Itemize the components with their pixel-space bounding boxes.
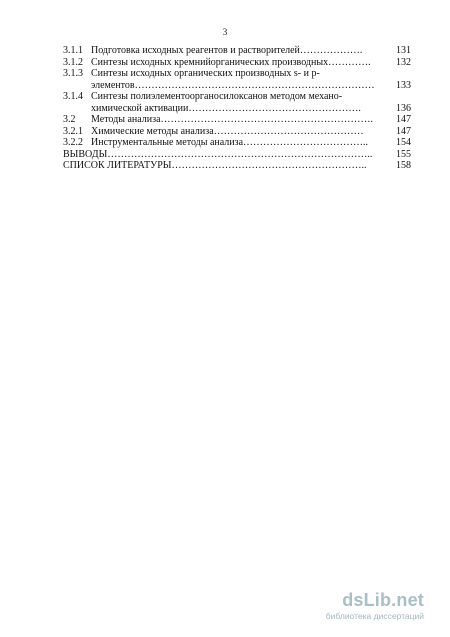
toc-row-3-2-1 bbox=[63, 126, 411, 138]
toc-section-number: 3.1.4 bbox=[63, 91, 83, 102]
toc-row-3-1-1 bbox=[63, 45, 411, 57]
toc-section-title: Методы анализа………………………………………………………. bbox=[91, 114, 374, 125]
toc-section-title: Синтезы исходных кремнийорганических производных…………. bbox=[91, 56, 371, 68]
toc-page-number: 154 bbox=[396, 137, 411, 148]
toc-row-3-1-2 bbox=[63, 57, 411, 69]
toc-row-3-1-4 bbox=[63, 91, 411, 114]
toc-section-title: ВЫВОДЫ…………………………………………………………………….. bbox=[63, 148, 373, 160]
toc-section-title: Инструментальные методы анализа……………………………….. bbox=[91, 137, 369, 148]
toc-page-number: 158 bbox=[396, 160, 411, 171]
toc-section-number: 3.1.1 bbox=[63, 45, 83, 56]
toc-row-conclusions bbox=[63, 149, 411, 161]
toc-section-title: Синтезы полиэлементоорганосилоксанов методом механо- химической активации……………………………………………. bbox=[91, 91, 361, 114]
toc-section-title: Подготовка исходных реагентов и растворителей………………. bbox=[91, 45, 363, 56]
table-of-contents bbox=[63, 45, 411, 172]
watermark-logo: dsLib.net bbox=[342, 590, 424, 610]
toc-row-3-2-2 bbox=[63, 137, 411, 149]
toc-section-number: 3.2.1 bbox=[63, 125, 83, 137]
watermark-subtitle: библиотека диссертаций bbox=[325, 611, 424, 621]
watermark bbox=[296, 591, 436, 625]
toc-page-number: 136 bbox=[396, 102, 411, 114]
page-number: 3 bbox=[222, 27, 228, 37]
toc-row-3-1-3 bbox=[63, 68, 411, 91]
toc-page-number: 155 bbox=[396, 148, 411, 160]
toc-section-title: СПИСОК ЛИТЕРАТУРЫ………………………………………………….. bbox=[63, 160, 367, 171]
toc-page-number: 147 bbox=[396, 114, 411, 125]
toc-section-title: Синтезы исходных органических производных s- и p- элементов……………………………………………………………… bbox=[91, 68, 375, 91]
toc-row-references bbox=[63, 160, 411, 172]
toc-row-3-2 bbox=[63, 114, 411, 126]
toc-page-number: 147 bbox=[396, 125, 411, 137]
toc-page-number: 132 bbox=[396, 56, 411, 68]
toc-section-number: 3.1.2 bbox=[63, 56, 83, 68]
toc-section-title: Химические методы анализа……………………………………… bbox=[91, 125, 364, 137]
toc-section-number: 3.1.3 bbox=[63, 68, 83, 79]
toc-page-number: 131 bbox=[396, 45, 411, 56]
toc-page-number: 133 bbox=[396, 79, 411, 91]
toc-section-number: 3.2.2 bbox=[63, 137, 83, 148]
toc-section-number: 3.2 bbox=[63, 114, 76, 125]
